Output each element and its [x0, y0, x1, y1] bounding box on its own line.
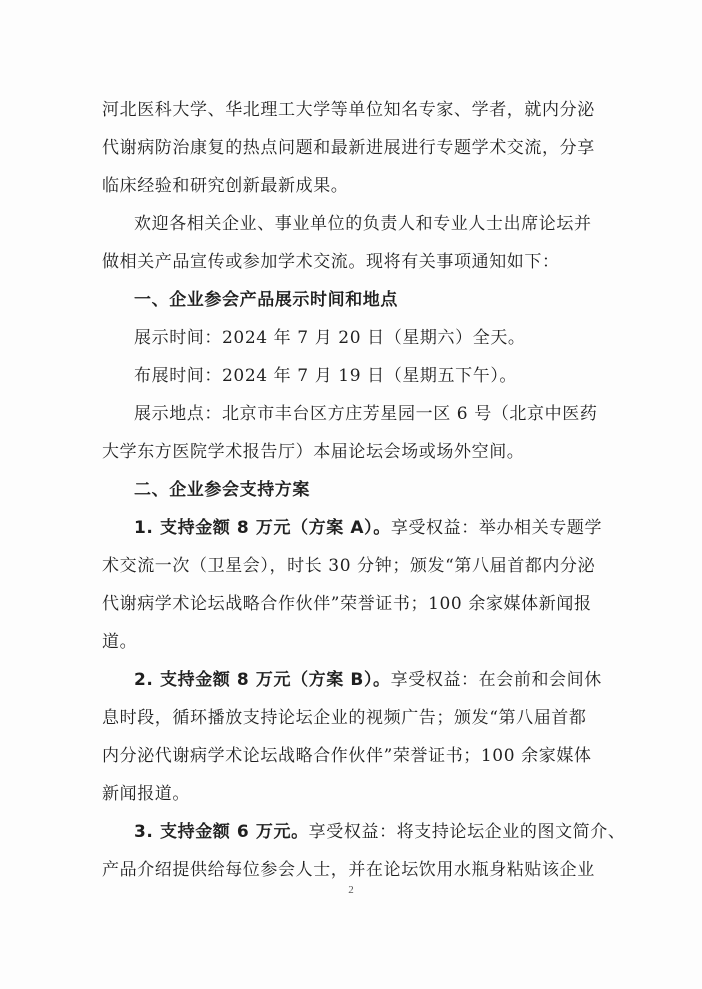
plan-a-text: 享受权益：举办相关专题学 [390, 518, 603, 538]
plan-c-heading: 3. 支持金额 6 万元。 [134, 822, 309, 842]
plan-a-line: 术交流一次（卫星会），时长 30 分钟；颁发“第八届首都内分泌 [102, 556, 596, 576]
exhibition-location: 展示地点：北京市丰台区方庄芳星园一区 6 号（北京中医药 [134, 404, 598, 424]
plan-a-heading: 1. 支持金额 8 万元（方案 A）。 [134, 518, 391, 538]
exhibition-location-continued: 大学东方医院学术报告厅）本届论坛会场或场外空间。 [102, 442, 525, 462]
paragraph-line: 欢迎各相关企业、事业单位的负责人和专业人士出席论坛并 [134, 214, 592, 234]
page-number: 2 [348, 884, 354, 896]
plan-a-line: 道。 [102, 632, 138, 652]
paragraph-line: 河北医科大学、华北理工大学等单位知名专家、学者，就内分泌 [102, 100, 595, 120]
plan-b-heading: 2. 支持金额 8 万元（方案 B）。 [134, 670, 391, 690]
paragraph-line: 做相关产品宣传或参加学术交流。现将有关事项通知如下： [102, 252, 560, 272]
plan-b-line: 息时段，循环播放支持论坛企业的视频广告；颁发“第八届首都 [102, 708, 587, 728]
paragraph-line: 临床经验和研究创新最新成果。 [102, 176, 349, 196]
plan-a-line: 代谢病学术论坛战略合作伙伴”荣誉证书；100 余家媒体新闻报 [102, 594, 592, 614]
plan-a-line [134, 514, 702, 542]
plan-b-line [134, 666, 702, 694]
plan-c-line [134, 818, 702, 846]
plan-c-line: 产品介绍提供给每位参会人士，并在论坛饮用水瓶身粘贴该企业 [102, 860, 595, 880]
setup-time: 布展时间：2024 年 7 月 19 日（星期五下午）。 [134, 366, 518, 386]
exhibition-time: 展示时间：2024 年 7 月 20 日（星期六）全天。 [134, 328, 526, 348]
plan-c-text: 享受权益：将支持论坛企业的图文简介、 [308, 822, 626, 842]
plan-b-line: 内分泌代谢病学术论坛战略合作伙伴”荣誉证书；100 余家媒体 [102, 746, 592, 766]
plan-b-text: 享受权益：在会前和会间休 [390, 670, 602, 690]
plan-b-line: 新闻报道。 [102, 784, 190, 804]
section-heading-2: 二、企业参会支持方案 [134, 480, 310, 500]
section-heading-1: 一、企业参会产品展示时间和地点 [134, 290, 398, 310]
paragraph-line: 代谢病防治康复的热点问题和最新进展进行专题学术交流，分享 [102, 138, 595, 158]
